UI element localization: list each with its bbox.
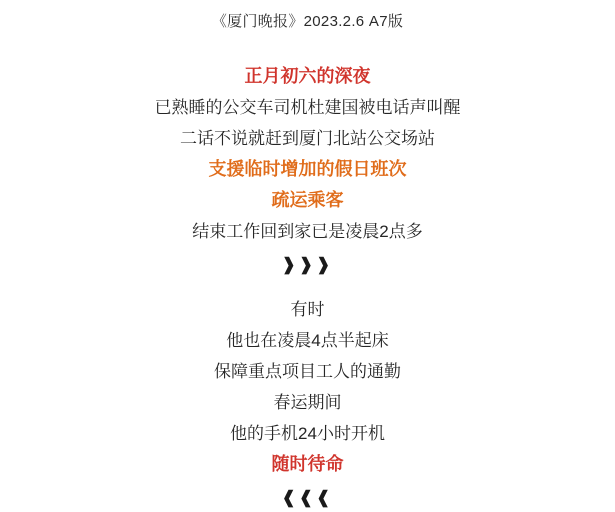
article-line: 他也在凌晨4点半起床 (226, 331, 389, 350)
article-section-two (0, 294, 615, 480)
article-line: 保障重点项目工人的通勤 (214, 362, 401, 381)
article-line: 随时待命 (271, 454, 344, 474)
article-line: 已熟睡的公交车司机杜建国被电话声叫醒 (154, 98, 461, 117)
quote-mark-icon: ❰❰❰ (281, 488, 334, 507)
article-line: 疏运乘客 (271, 190, 344, 210)
article-line: 支援临时增加的假日班次 (208, 159, 407, 179)
source-attribution: 《厦门晚报》2023.2.6 A7版 (211, 13, 404, 30)
article-line: 有时 (290, 300, 325, 319)
article-section-one (0, 61, 615, 247)
quote-ornament-top (0, 247, 615, 279)
quote-ornament-bottom (0, 480, 615, 512)
quote-mark-icon: ❱❱❱ (281, 255, 334, 274)
article-line: 春运期间 (273, 393, 342, 412)
article-line: 正月初六的深夜 (244, 66, 371, 86)
article-line: 二话不说就赶到厦门北站公交场站 (180, 129, 435, 148)
article-line: 他的手机24小时开机 (230, 424, 385, 443)
article-line: 结束工作回到家已是凌晨2点多 (192, 222, 423, 241)
